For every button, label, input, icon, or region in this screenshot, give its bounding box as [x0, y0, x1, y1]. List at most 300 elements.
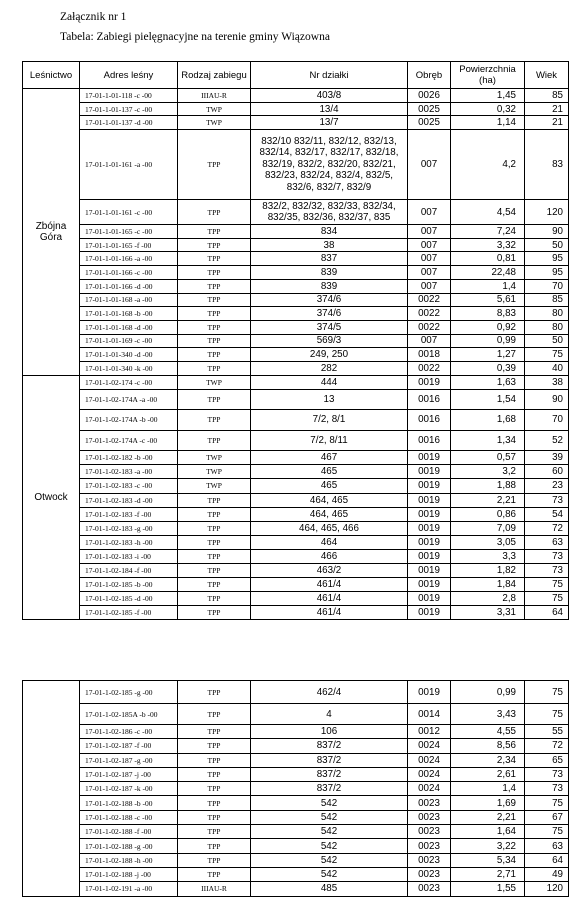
table-row: [23, 867, 569, 881]
cell-adres: 17-01-1-01-118 -c -00: [80, 89, 178, 103]
cell-powierzchnia: 5,61: [451, 293, 525, 307]
cell-adres: 17-01-1-02-184 -f -00: [80, 563, 178, 577]
cell-adres: 17-01-1-02-183 -h -00: [80, 535, 178, 549]
cell-rodzaj: TPP: [178, 238, 251, 252]
cell-powierzchnia: 1,34: [451, 430, 525, 451]
attachment-caption: Załącznik nr 1: [60, 11, 127, 23]
cell-adres: 17-01-1-02-183 -d -00: [80, 493, 178, 507]
table-row: [23, 410, 569, 431]
cell-powierzchnia: 3,32: [451, 238, 525, 252]
table-row: [23, 825, 569, 839]
cell-dzialka: 282: [251, 361, 408, 375]
table-row: [23, 521, 569, 535]
cell-obreb: 007: [408, 279, 451, 293]
cell-wiek: 120: [525, 882, 569, 896]
cell-adres: 17-01-1-02-182 -b -00: [80, 451, 178, 465]
cell-wiek: 73: [525, 549, 569, 563]
cell-dzialka: 464, 465, 466: [251, 521, 408, 535]
cell-wiek: 52: [525, 430, 569, 451]
header-row: [23, 62, 569, 89]
cell-wiek: 120: [525, 200, 569, 225]
table-row: [23, 465, 569, 479]
header-adres: Adres leśny: [80, 62, 178, 89]
cell-wiek: 64: [525, 606, 569, 620]
cell-powierzchnia: 0,39: [451, 361, 525, 375]
cell-powierzchnia: 1,14: [451, 116, 525, 130]
cell-dzialka: 461/4: [251, 578, 408, 592]
cell-dzialka: 374/6: [251, 293, 408, 307]
cell-obreb: 0023: [408, 839, 451, 853]
cell-obreb: 0019: [408, 375, 451, 389]
cell-obreb: 0016: [408, 410, 451, 431]
cell-obreb: 0024: [408, 739, 451, 753]
table-row: [23, 767, 569, 781]
cell-powierzchnia: 7,24: [451, 225, 525, 239]
cell-wiek: 40: [525, 361, 569, 375]
cell-dzialka: 403/8: [251, 89, 408, 103]
cell-rodzaj: TPP: [178, 839, 251, 853]
cell-adres: 17-01-1-02-185A -b -00: [80, 704, 178, 725]
cell-rodzaj: TPP: [178, 389, 251, 410]
cell-adres: 17-01-1-02-183 -a -00: [80, 465, 178, 479]
cell-rodzaj: TWP: [178, 451, 251, 465]
cell-powierzchnia: 8,56: [451, 739, 525, 753]
cell-wiek: 73: [525, 767, 569, 781]
table-row: [23, 606, 569, 620]
cell-dzialka: 467: [251, 451, 408, 465]
cell-dzialka: 837: [251, 252, 408, 266]
cell-adres: 17-01-1-02-188 -g -00: [80, 839, 178, 853]
cell-wiek: 73: [525, 563, 569, 577]
cell-obreb: 007: [408, 266, 451, 280]
cell-powierzchnia: 1,68: [451, 410, 525, 431]
cell-dzialka: 464, 465: [251, 507, 408, 521]
table-title: Tabela: Zabiegi pielęgnacyjne na terenie gminy Wiązowna: [60, 31, 330, 43]
cell-rodzaj: TPP: [178, 130, 251, 200]
cell-adres: 17-01-1-02-183 -f -00: [80, 507, 178, 521]
cell-obreb: 0019: [408, 465, 451, 479]
cell-powierzchnia: 1,55: [451, 882, 525, 896]
cell-obreb: 0022: [408, 307, 451, 321]
cell-adres: 17-01-1-01-165 -f -00: [80, 238, 178, 252]
cell-obreb: 0019: [408, 606, 451, 620]
cell-rodzaj: TPP: [178, 493, 251, 507]
table-row: [23, 252, 569, 266]
cell-rodzaj: TPP: [178, 266, 251, 280]
cell-obreb: 0012: [408, 725, 451, 739]
cell-dzialka: 832/10 832/11, 832/12, 832/13, 832/14, 832/17, 832/17, 832/18, 832/19, 832/2, 832/20, 832/21, 832/23, 832/24, 832/4, 832/5, 832/6, 832/7, 832/9: [251, 130, 408, 200]
cell-adres: 17-01-1-01-166 -d -00: [80, 279, 178, 293]
district-cell: Otwock: [23, 375, 80, 620]
cell-wiek: 75: [525, 704, 569, 725]
cell-rodzaj: TPP: [178, 348, 251, 362]
cell-adres: 17-01-1-02-186 -c -00: [80, 725, 178, 739]
cell-rodzaj: TWP: [178, 479, 251, 493]
cell-obreb: 0024: [408, 753, 451, 767]
cell-powierzchnia: 1,54: [451, 389, 525, 410]
cell-adres: 17-01-1-01-168 -d -00: [80, 320, 178, 334]
table-row: [23, 320, 569, 334]
cell-rodzaj: TPP: [178, 279, 251, 293]
table-row: [23, 200, 569, 225]
cell-dzialka: 837/2: [251, 739, 408, 753]
cell-adres: 17-01-1-01-340 -d -00: [80, 348, 178, 362]
cell-obreb: 007: [408, 225, 451, 239]
cell-adres: 17-01-1-02-188 -c -00: [80, 810, 178, 824]
cell-obreb: 0019: [408, 578, 451, 592]
cell-adres: 17-01-1-02-187 -f -00: [80, 739, 178, 753]
cell-wiek: 75: [525, 592, 569, 606]
cell-powierzchnia: 0,57: [451, 451, 525, 465]
cell-rodzaj: TWP: [178, 116, 251, 130]
cell-wiek: 90: [525, 225, 569, 239]
cell-rodzaj: TPP: [178, 704, 251, 725]
cell-wiek: 85: [525, 293, 569, 307]
cell-dzialka: 461/4: [251, 606, 408, 620]
cell-powierzchnia: 1,27: [451, 348, 525, 362]
cell-powierzchnia: 1,4: [451, 782, 525, 796]
cell-obreb: 0023: [408, 810, 451, 824]
cell-wiek: 75: [525, 348, 569, 362]
table-row: [23, 739, 569, 753]
cell-adres: 17-01-1-01-168 -b -00: [80, 307, 178, 321]
cell-rodzaj: TPP: [178, 521, 251, 535]
cell-powierzchnia: 0,99: [451, 334, 525, 348]
table-row: [23, 839, 569, 853]
cell-dzialka: 542: [251, 867, 408, 881]
cell-obreb: 0016: [408, 430, 451, 451]
cell-rodzaj: TPP: [178, 825, 251, 839]
cell-powierzchnia: 2,34: [451, 753, 525, 767]
cell-wiek: 65: [525, 753, 569, 767]
cell-adres: 17-01-1-02-174 -c -00: [80, 375, 178, 389]
table-row: [23, 266, 569, 280]
cell-rodzaj: TPP: [178, 753, 251, 767]
cell-rodzaj: IIIAU-R: [178, 882, 251, 896]
cell-wiek: 54: [525, 507, 569, 521]
header-obreb: Obręb: [408, 62, 451, 89]
cell-dzialka: 374/6: [251, 307, 408, 321]
cell-obreb: 0022: [408, 361, 451, 375]
cell-dzialka: 461/4: [251, 592, 408, 606]
cell-rodzaj: TPP: [178, 320, 251, 334]
cell-adres: 17-01-1-02-185 -g -00: [80, 681, 178, 704]
cell-wiek: 95: [525, 252, 569, 266]
cell-obreb: 0025: [408, 102, 451, 116]
cell-powierzchnia: 0,81: [451, 252, 525, 266]
cell-adres: 17-01-1-02-191 -a -00: [80, 882, 178, 896]
cell-adres: 17-01-1-01-340 -k -00: [80, 361, 178, 375]
cell-adres: 17-01-1-02-183 -i -00: [80, 549, 178, 563]
table-row: [23, 882, 569, 896]
cell-rodzaj: TPP: [178, 410, 251, 431]
table-row: [23, 592, 569, 606]
cell-rodzaj: TPP: [178, 334, 251, 348]
cell-rodzaj: TPP: [178, 867, 251, 881]
cell-obreb: 007: [408, 130, 451, 200]
cell-powierzchnia: 2,21: [451, 493, 525, 507]
cell-rodzaj: TWP: [178, 465, 251, 479]
cell-rodzaj: TPP: [178, 225, 251, 239]
cell-adres: 17-01-1-01-168 -a -00: [80, 293, 178, 307]
cell-powierzchnia: 0,99: [451, 681, 525, 704]
cell-obreb: 0023: [408, 882, 451, 896]
cell-dzialka: 13: [251, 389, 408, 410]
header-powierzchnia: Powierzchnia (ha): [451, 62, 525, 89]
cell-obreb: 0019: [408, 521, 451, 535]
cell-powierzchnia: 4,55: [451, 725, 525, 739]
cell-obreb: 007: [408, 200, 451, 225]
cell-rodzaj: TPP: [178, 430, 251, 451]
cell-powierzchnia: 2,21: [451, 810, 525, 824]
cell-obreb: 0023: [408, 867, 451, 881]
cell-wiek: 95: [525, 266, 569, 280]
table-row: [23, 796, 569, 810]
cell-dzialka: 38: [251, 238, 408, 252]
cell-wiek: 67: [525, 810, 569, 824]
cell-rodzaj: TPP: [178, 681, 251, 704]
cell-rodzaj: TPP: [178, 252, 251, 266]
cell-obreb: 0019: [408, 592, 451, 606]
cell-powierzchnia: 2,8: [451, 592, 525, 606]
cell-wiek: 70: [525, 279, 569, 293]
cell-dzialka: 4: [251, 704, 408, 725]
table-row: [23, 782, 569, 796]
cell-powierzchnia: 1,82: [451, 563, 525, 577]
table-row: [23, 704, 569, 725]
table-row: [23, 507, 569, 521]
cell-powierzchnia: 1,63: [451, 375, 525, 389]
cell-dzialka: 465: [251, 479, 408, 493]
cell-powierzchnia: 4,54: [451, 200, 525, 225]
table-row: [23, 681, 569, 704]
cell-powierzchnia: 3,31: [451, 606, 525, 620]
table-row: [23, 89, 569, 103]
header-lesnictwo: Leśnictwo: [23, 62, 80, 89]
cell-adres: 17-01-1-02-174A -a -00: [80, 389, 178, 410]
cell-adres: 17-01-1-02-188 -h -00: [80, 853, 178, 867]
cell-dzialka: 839: [251, 266, 408, 280]
cell-obreb: 0019: [408, 563, 451, 577]
cell-obreb: 0022: [408, 320, 451, 334]
cell-dzialka: 7/2, 8/1: [251, 410, 408, 431]
table-row: [23, 116, 569, 130]
cell-rodzaj: TPP: [178, 853, 251, 867]
cell-dzialka: 462/4: [251, 681, 408, 704]
treatments-table-continued: [22, 680, 569, 897]
cell-powierzchnia: 2,71: [451, 867, 525, 881]
cell-dzialka: 569/3: [251, 334, 408, 348]
cell-wiek: 80: [525, 307, 569, 321]
table-row: [23, 348, 569, 362]
cell-dzialka: 542: [251, 839, 408, 853]
cell-powierzchnia: 1,84: [451, 578, 525, 592]
table-row: [23, 334, 569, 348]
cell-dzialka: 444: [251, 375, 408, 389]
cell-dzialka: 464: [251, 535, 408, 549]
cell-rodzaj: TPP: [178, 535, 251, 549]
cell-wiek: 63: [525, 535, 569, 549]
cell-obreb: 0024: [408, 782, 451, 796]
cell-wiek: 21: [525, 102, 569, 116]
table-row: [23, 430, 569, 451]
cell-dzialka: 839: [251, 279, 408, 293]
cell-wiek: 72: [525, 521, 569, 535]
cell-obreb: 0019: [408, 507, 451, 521]
cell-adres: 17-01-1-02-188 -b -00: [80, 796, 178, 810]
cell-rodzaj: TPP: [178, 725, 251, 739]
cell-adres: 17-01-1-02-183 -g -00: [80, 521, 178, 535]
cell-powierzchnia: 0,32: [451, 102, 525, 116]
header-wiek: Wiek: [525, 62, 569, 89]
cell-wiek: 60: [525, 465, 569, 479]
table-row: [23, 493, 569, 507]
cell-obreb: 0022: [408, 293, 451, 307]
cell-obreb: 0019: [408, 681, 451, 704]
cell-wiek: 23: [525, 479, 569, 493]
table-row: [23, 479, 569, 493]
cell-adres: 17-01-1-01-166 -a -00: [80, 252, 178, 266]
table-row: [23, 853, 569, 867]
cell-rodzaj: TPP: [178, 549, 251, 563]
cell-dzialka: 466: [251, 549, 408, 563]
cell-wiek: 73: [525, 782, 569, 796]
cell-obreb: 0019: [408, 535, 451, 549]
header-dzialka: Nr działki: [251, 62, 408, 89]
cell-rodzaj: TPP: [178, 592, 251, 606]
table-row: [23, 375, 569, 389]
cell-powierzchnia: 0,92: [451, 320, 525, 334]
cell-dzialka: 465: [251, 465, 408, 479]
table-body-part2: [23, 681, 569, 897]
cell-wiek: 38: [525, 375, 569, 389]
cell-powierzchnia: 0,86: [451, 507, 525, 521]
cell-wiek: 90: [525, 389, 569, 410]
cell-dzialka: 463/2: [251, 563, 408, 577]
cell-wiek: 85: [525, 89, 569, 103]
cell-adres: 17-01-1-01-165 -c -00: [80, 225, 178, 239]
cell-powierzchnia: 5,34: [451, 853, 525, 867]
cell-powierzchnia: 2,61: [451, 767, 525, 781]
cell-adres: 17-01-1-02-188 -f -00: [80, 825, 178, 839]
table-row: [23, 725, 569, 739]
cell-powierzchnia: 3,2: [451, 465, 525, 479]
cell-powierzchnia: 3,43: [451, 704, 525, 725]
cell-rodzaj: TPP: [178, 563, 251, 577]
cell-wiek: 83: [525, 130, 569, 200]
cell-adres: 17-01-1-01-161 -a -00: [80, 130, 178, 200]
cell-rodzaj: TPP: [178, 578, 251, 592]
cell-rodzaj: TWP: [178, 102, 251, 116]
cell-adres: 17-01-1-02-185 -f -00: [80, 606, 178, 620]
district-cell-empty: [23, 681, 80, 897]
cell-wiek: 55: [525, 725, 569, 739]
cell-wiek: 50: [525, 334, 569, 348]
cell-dzialka: 485: [251, 882, 408, 896]
cell-wiek: 75: [525, 681, 569, 704]
cell-obreb: 0023: [408, 825, 451, 839]
cell-powierzchnia: 3,3: [451, 549, 525, 563]
cell-dzialka: 249, 250: [251, 348, 408, 362]
cell-rodzaj: TPP: [178, 796, 251, 810]
cell-dzialka: 13/7: [251, 116, 408, 130]
cell-adres: 17-01-1-01-169 -c -00: [80, 334, 178, 348]
cell-adres: 17-01-1-02-183 -c -00: [80, 479, 178, 493]
table-row: [23, 361, 569, 375]
cell-wiek: 73: [525, 493, 569, 507]
cell-dzialka: 542: [251, 825, 408, 839]
cell-wiek: 75: [525, 578, 569, 592]
cell-wiek: 70: [525, 410, 569, 431]
table-row: [23, 549, 569, 563]
cell-adres: 17-01-1-02-174A -c -00: [80, 430, 178, 451]
cell-rodzaj: TPP: [178, 739, 251, 753]
cell-powierzchnia: 1,4: [451, 279, 525, 293]
cell-powierzchnia: 22,48: [451, 266, 525, 280]
table-row: [23, 279, 569, 293]
cell-dzialka: 464, 465: [251, 493, 408, 507]
header-rodzaj: Rodzaj zabiegu: [178, 62, 251, 89]
cell-obreb: 0019: [408, 451, 451, 465]
table-row: [23, 307, 569, 321]
cell-adres: 17-01-1-02-187 -k -00: [80, 782, 178, 796]
cell-powierzchnia: 8,83: [451, 307, 525, 321]
cell-wiek: 39: [525, 451, 569, 465]
cell-adres: 17-01-1-01-161 -c -00: [80, 200, 178, 225]
cell-powierzchnia: 1,64: [451, 825, 525, 839]
cell-rodzaj: TPP: [178, 200, 251, 225]
table-body-part1: [23, 89, 569, 620]
cell-adres: 17-01-1-02-174A -b -00: [80, 410, 178, 431]
cell-rodzaj: TPP: [178, 782, 251, 796]
cell-wiek: 64: [525, 853, 569, 867]
table-row: [23, 578, 569, 592]
cell-rodzaj: TPP: [178, 361, 251, 375]
cell-powierzchnia: 1,88: [451, 479, 525, 493]
cell-powierzchnia: 1,45: [451, 89, 525, 103]
cell-wiek: 21: [525, 116, 569, 130]
cell-wiek: 75: [525, 796, 569, 810]
table-row: [23, 102, 569, 116]
cell-adres: 17-01-1-01-166 -c -00: [80, 266, 178, 280]
cell-powierzchnia: 3,22: [451, 839, 525, 853]
table-row: [23, 535, 569, 549]
cell-rodzaj: TPP: [178, 293, 251, 307]
table-row: [23, 389, 569, 410]
table-row: [23, 130, 569, 200]
cell-adres: 17-01-1-02-188 -j -00: [80, 867, 178, 881]
table-row: [23, 238, 569, 252]
cell-obreb: 0024: [408, 767, 451, 781]
cell-powierzchnia: 7,09: [451, 521, 525, 535]
cell-adres: 17-01-1-01-137 -d -00: [80, 116, 178, 130]
table-row: [23, 225, 569, 239]
cell-adres: 17-01-1-02-185 -d -00: [80, 592, 178, 606]
cell-wiek: 49: [525, 867, 569, 881]
cell-adres: 17-01-1-02-187 -g -00: [80, 753, 178, 767]
cell-rodzaj: TPP: [178, 307, 251, 321]
cell-rodzaj: TPP: [178, 507, 251, 521]
cell-wiek: 63: [525, 839, 569, 853]
cell-rodzaj: TPP: [178, 810, 251, 824]
cell-dzialka: 106: [251, 725, 408, 739]
cell-obreb: 0025: [408, 116, 451, 130]
cell-powierzchnia: 4,2: [451, 130, 525, 200]
cell-dzialka: 837/2: [251, 767, 408, 781]
cell-obreb: 007: [408, 238, 451, 252]
cell-wiek: 50: [525, 238, 569, 252]
cell-wiek: 72: [525, 739, 569, 753]
